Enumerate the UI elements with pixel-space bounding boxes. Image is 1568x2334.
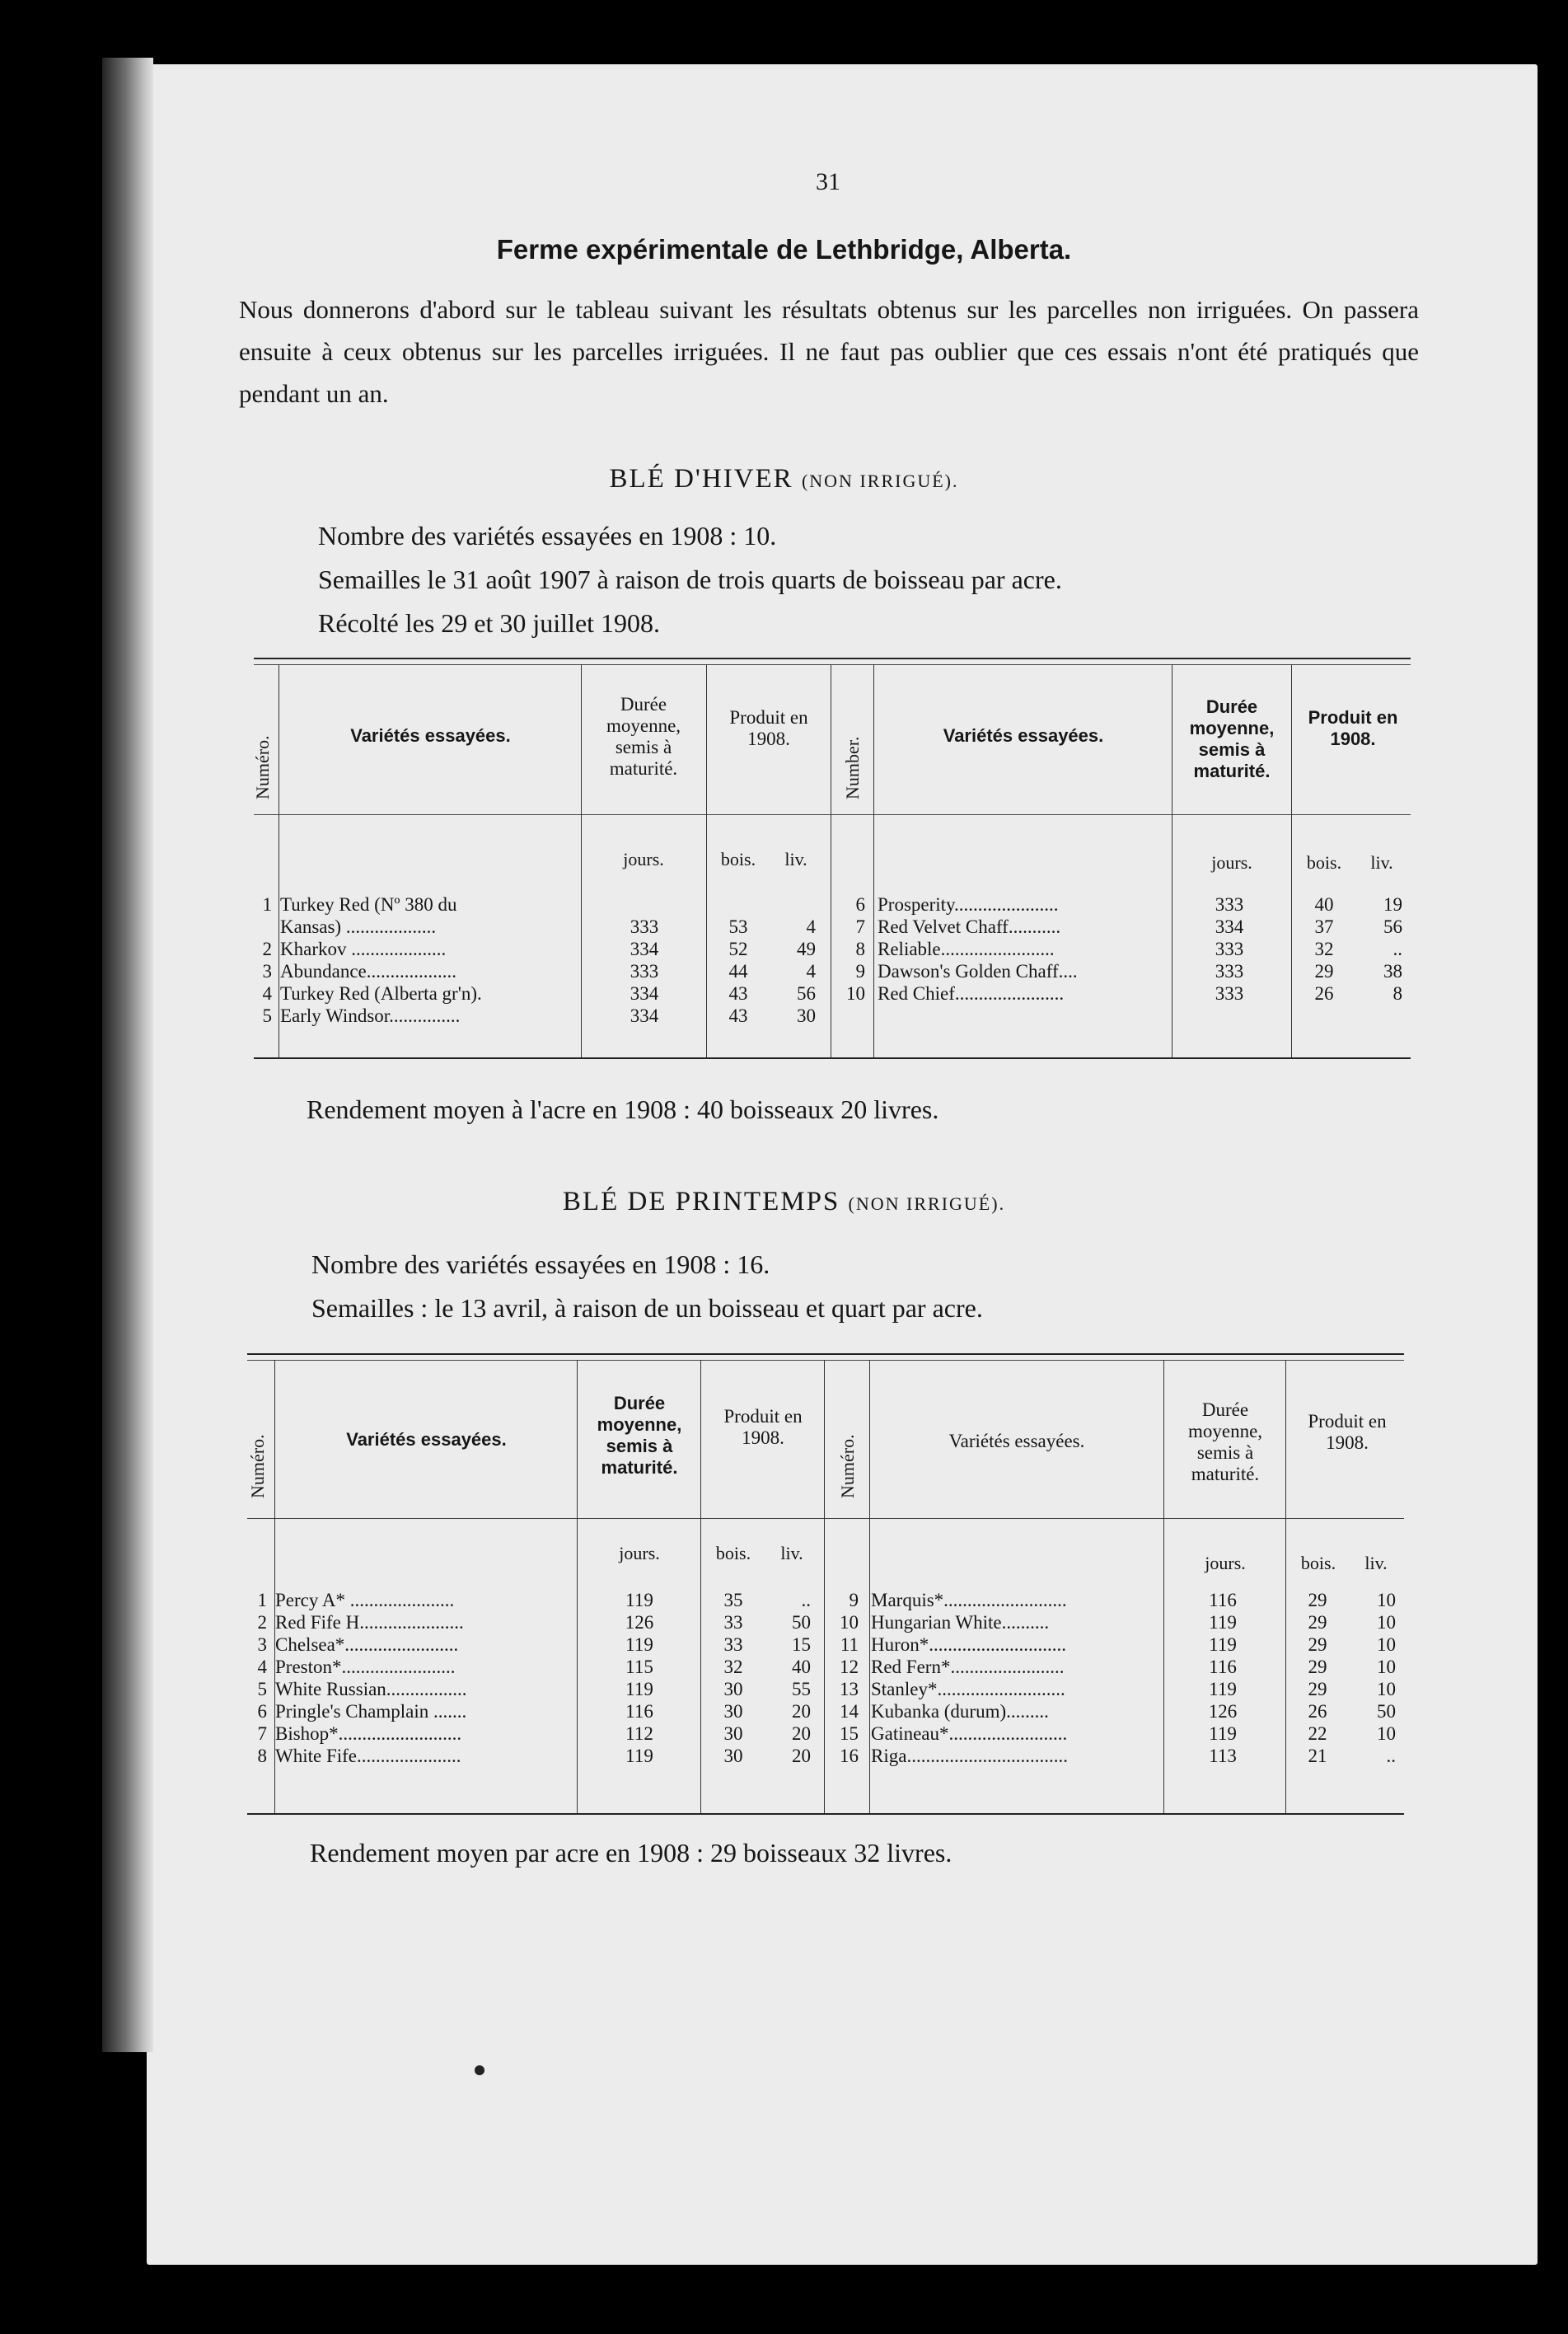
cell-name: Hungarian White.......... (871, 1612, 1050, 1633)
cell-liv: 38 (1383, 961, 1402, 982)
cell-bois: 29 (1308, 1590, 1327, 1610)
table-row (832, 916, 1417, 938)
cell-bois: 30 (723, 1679, 743, 1699)
table-row (826, 1722, 1411, 1745)
cell-name: Chelsea*........................ (275, 1634, 459, 1655)
page-number: 31 (816, 168, 840, 195)
cell-days: 334 (630, 1005, 659, 1026)
cell-n: 6 (257, 1701, 267, 1722)
cell-n: 7 (257, 1723, 267, 1744)
cell-days: 116 (1209, 1590, 1237, 1610)
cell-bois: 32 (1314, 939, 1334, 959)
table-rule (254, 1057, 1411, 1059)
table-row (242, 1722, 826, 1745)
cell-days: 119 (1209, 1723, 1237, 1744)
col-yield-left: Produit en 1908. (729, 707, 808, 749)
spring-rows-left (242, 1589, 826, 1767)
cell-name: Huron*............................. (871, 1634, 1067, 1655)
cell-days: 334 (630, 983, 659, 1004)
cell-bois: 21 (1308, 1746, 1327, 1766)
table-row (826, 1678, 1411, 1700)
unit-liv: liv. (1364, 1553, 1388, 1573)
col-duration-right: Durée moyenne, semis à maturité. (1189, 696, 1275, 781)
cell-name: Gatineau*......................... (871, 1723, 1068, 1744)
cell-liv: .. (801, 1590, 811, 1610)
table-row (826, 1589, 1411, 1611)
cell-n: 8 (855, 939, 865, 959)
spring-info-sowing: Semailles : le 13 avril, à raison de un boisseau et quart par acre. (311, 1293, 983, 1323)
table-row (832, 938, 1417, 960)
cell-n: 15 (840, 1723, 859, 1744)
cell-bois: 43 (728, 983, 748, 1004)
cell-liv: 10 (1377, 1723, 1396, 1744)
cell-days: 119 (1209, 1612, 1237, 1633)
cell-n: 8 (257, 1746, 267, 1766)
col-number-left: Numéro. (252, 735, 273, 799)
cell-days: 334 (1215, 916, 1244, 937)
cell-days: 126 (625, 1612, 654, 1633)
cell-days: 126 (1208, 1701, 1238, 1722)
cell-days: 334 (630, 939, 659, 959)
cell-name: Pringle's Champlain ....... (275, 1701, 467, 1722)
cell-liv: 56 (1383, 916, 1402, 937)
cell-liv: 10 (1377, 1634, 1396, 1655)
cell-name: Reliable........................ (878, 939, 1055, 959)
cell-days: 333 (1215, 939, 1244, 959)
cell-days: 333 (630, 916, 659, 937)
cell-n: 9 (849, 1590, 859, 1610)
winter-info-varieties: Nombre des variétés essayées en 1908 : 10. (318, 521, 777, 551)
col-yield-left: Produit en 1908. (723, 1406, 803, 1448)
cell-name: Early Windsor............... (280, 1005, 461, 1026)
col-number-left: Numéro. (247, 1434, 268, 1498)
unit-bois: bois. (715, 1543, 751, 1563)
cell-liv: 20 (792, 1746, 811, 1766)
cell-liv: 50 (1377, 1701, 1396, 1722)
winter-info-sowing: Semailles le 31 août 1907 à raison de trois quarts de boisseau par acre. (318, 565, 1062, 594)
winter-rows-right (832, 893, 1417, 1005)
cell-days: 115 (625, 1657, 653, 1677)
table-row (247, 1005, 832, 1027)
spring-footer: Rendement moyen par acre en 1908 : 29 boisseaux 32 livres. (310, 1838, 953, 1868)
intro-paragraph: Nous donnerons d'abord sur le tableau suivant les résultats obtenus sur les parcelles non irriguées. On passera ensuite à ceux obtenus sur les parcelles irriguées. Il ne faut pas oublier que ces essais n'ont été pratiqués que pendant un an. (239, 295, 1419, 408)
cell-n: 2 (257, 1612, 267, 1633)
table-rule (247, 1518, 1404, 1519)
cell-bois: 40 (1314, 894, 1334, 915)
table-row (242, 1700, 826, 1722)
cell-n: 2 (262, 939, 272, 959)
table-row (832, 982, 1417, 1005)
cell-bois: 30 (723, 1746, 743, 1766)
spring-info (311, 1243, 983, 1330)
unit-days: jours. (1211, 852, 1252, 873)
cell-days: 333 (1215, 961, 1244, 982)
cell-liv: .. (1386, 1746, 1396, 1766)
cell-liv: .. (1392, 939, 1402, 959)
cell-liv: 4 (806, 916, 816, 937)
cell-name: Dawson's Golden Chaff.... (878, 961, 1078, 982)
cell-days: 333 (1215, 983, 1244, 1004)
winter-info (318, 514, 1062, 645)
unit-days: jours. (1205, 1553, 1246, 1573)
unit-bois: bois. (1300, 1553, 1336, 1573)
cell-days: 116 (625, 1701, 653, 1722)
cell-bois: 33 (723, 1634, 743, 1655)
col-duration-left: Durée moyenne, semis à maturité. (597, 1393, 682, 1478)
cell-bois: 52 (728, 939, 748, 959)
unit-days: jours. (623, 849, 664, 869)
cell-bois: 26 (1314, 983, 1334, 1004)
cell-bois: 29 (1308, 1679, 1327, 1699)
table-row (826, 1656, 1411, 1678)
table-row (242, 1745, 826, 1767)
cell-bois: 26 (1308, 1701, 1327, 1722)
table-row (826, 1611, 1411, 1633)
table-row (247, 916, 832, 938)
cell-bois: 37 (1314, 916, 1334, 937)
table-row (826, 1633, 1411, 1656)
cell-name: Stanley*........................... (871, 1679, 1065, 1699)
unit-liv: liv. (784, 849, 807, 869)
col-variety-left: Variétés essayées. (350, 725, 511, 746)
page-title: Ferme expérimentale de Lethbridge, Alberta. (496, 234, 1072, 265)
cell-liv: 56 (797, 983, 816, 1004)
table-rule (254, 814, 1411, 815)
col-variety-left: Variétés essayées. (346, 1429, 507, 1450)
cell-n: 12 (840, 1657, 859, 1677)
cell-name: Kubanka (durum)......... (871, 1701, 1049, 1722)
cell-n: 5 (262, 1005, 272, 1026)
col-variety-right: Variétés essayées. (943, 725, 1104, 746)
cell-name: Preston*........................ (275, 1657, 456, 1677)
ink-speck (475, 2065, 484, 2075)
cell-days: 333 (630, 961, 659, 982)
cell-days: 112 (625, 1723, 653, 1744)
table-row (832, 893, 1417, 916)
cell-liv: 50 (792, 1612, 811, 1633)
cell-name: Kharkov .................... (280, 939, 447, 959)
cell-n: 7 (855, 916, 865, 937)
cell-bois: 29 (1308, 1612, 1327, 1633)
cell-name: Red Fern*........................ (871, 1657, 1065, 1677)
spring-heading: BLÉ DE PRINTEMPS (NON IRRIGUÉ). (562, 1187, 1006, 1216)
table-row (247, 938, 832, 960)
cell-liv: 10 (1377, 1590, 1396, 1610)
unit-liv: liv. (1370, 852, 1393, 873)
cell-liv: 20 (792, 1701, 811, 1722)
cell-bois: 29 (1308, 1657, 1327, 1677)
cell-name: Red Fife H...................... (275, 1612, 464, 1633)
col-duration-right: Durée moyenne, semis à maturité. (1187, 1399, 1263, 1484)
cell-n: 10 (846, 983, 865, 1004)
cell-name: Turkey Red (Nº 380 du (280, 894, 457, 915)
table-row (247, 982, 832, 1005)
cell-days: 113 (1209, 1746, 1237, 1766)
cell-name: Red Chief....................... (878, 983, 1065, 1004)
cell-n: 6 (855, 894, 865, 915)
table-row (832, 960, 1417, 982)
cell-name: Abundance................... (280, 961, 456, 982)
cell-name: Kansas) ................... (280, 916, 437, 937)
col-yield-right: Produit en 1908. (1308, 1411, 1387, 1453)
table-row (247, 960, 832, 982)
cell-liv: 8 (1392, 983, 1402, 1004)
cell-n: 1 (262, 894, 272, 915)
cell-n: 1 (257, 1590, 267, 1610)
winter-rows-left (247, 893, 832, 1027)
col-yield-right: Produit en 1908. (1308, 707, 1398, 749)
cell-bois: 30 (723, 1701, 743, 1722)
cell-bois: 53 (728, 916, 748, 937)
unit-bois: bois. (720, 849, 756, 869)
cell-name: Bishop*.......................... (275, 1723, 462, 1744)
table-rule (247, 1813, 1404, 1815)
cell-days: 119 (1209, 1679, 1237, 1699)
cell-liv: 19 (1383, 894, 1402, 915)
cell-liv: 20 (792, 1723, 811, 1744)
cell-bois: 30 (723, 1723, 743, 1744)
col-variety-right: Variétés essayées. (948, 1431, 1085, 1451)
col-number-right: Numéro. (837, 1434, 858, 1498)
unit-bois: bois. (1306, 852, 1342, 873)
table-row (242, 1633, 826, 1656)
table-rule (247, 1353, 1404, 1355)
cell-bois: 22 (1308, 1723, 1327, 1744)
cell-n: 11 (840, 1634, 859, 1655)
cell-liv: 10 (1377, 1679, 1396, 1699)
cell-n: 14 (840, 1701, 859, 1722)
cell-name: Marquis*.......................... (871, 1590, 1067, 1610)
cell-liv: 55 (792, 1679, 811, 1699)
cell-n: 5 (257, 1679, 267, 1699)
cell-n: 3 (257, 1634, 267, 1655)
cell-name: White Fife...................... (275, 1746, 461, 1766)
table-row (242, 1589, 826, 1611)
cell-liv: 4 (806, 961, 816, 982)
cell-n: 13 (840, 1679, 859, 1699)
cell-days: 119 (1209, 1634, 1237, 1655)
cell-bois: 44 (728, 961, 748, 982)
cell-days: 119 (625, 1746, 653, 1766)
book-spine (102, 58, 153, 2052)
cell-days: 119 (625, 1679, 653, 1699)
table-row (826, 1700, 1411, 1722)
unit-days: jours. (619, 1543, 660, 1563)
cell-n: 3 (262, 961, 272, 982)
col-duration-left: Durée moyenne, semis à maturité. (606, 694, 681, 779)
spring-rows-right (826, 1589, 1411, 1767)
cell-days: 119 (625, 1590, 653, 1610)
winter-info-harvest: Récolté les 29 et 30 juillet 1908. (318, 608, 661, 638)
table-row (242, 1656, 826, 1678)
cell-n: 4 (262, 983, 272, 1004)
cell-n: 16 (840, 1746, 859, 1766)
winter-footer: Rendement moyen à l'acre en 1908 : 40 boisseaux 20 livres. (307, 1094, 939, 1124)
cell-days: 119 (625, 1634, 653, 1655)
cell-n: 10 (840, 1612, 859, 1633)
cell-name: Prosperity...................... (878, 894, 1059, 915)
table-row (242, 1611, 826, 1633)
cell-name: Riga.................................. (871, 1746, 1068, 1766)
cell-liv: 10 (1377, 1612, 1396, 1633)
cell-days: 116 (1209, 1657, 1237, 1677)
cell-bois: 29 (1314, 961, 1334, 982)
cell-n: 9 (855, 961, 865, 982)
table-row (826, 1745, 1411, 1767)
cell-n: 4 (257, 1657, 267, 1677)
cell-liv: 15 (792, 1634, 811, 1655)
cell-liv: 40 (792, 1657, 811, 1677)
spring-info-varieties: Nombre des variétés essayées en 1908 : 16. (311, 1249, 770, 1279)
cell-liv: 10 (1377, 1657, 1396, 1677)
cell-name: Turkey Red (Alberta gr'n). (280, 983, 482, 1004)
cell-bois: 29 (1308, 1634, 1327, 1655)
table-row (242, 1678, 826, 1700)
col-number-right: Number. (842, 736, 863, 799)
cell-bois: 35 (723, 1590, 743, 1610)
cell-bois: 32 (723, 1657, 743, 1677)
table-rule (254, 658, 1411, 659)
cell-days: 333 (1215, 894, 1244, 915)
cell-liv: 49 (797, 939, 816, 959)
cell-name: Red Velvet Chaff........... (878, 916, 1061, 937)
cell-bois: 33 (723, 1612, 743, 1633)
winter-heading: BLÉ D'HIVER (NON IRRIGUÉ). (609, 464, 959, 494)
cell-liv: 30 (797, 1005, 816, 1026)
cell-name: White Russian................. (275, 1679, 467, 1699)
table-row (247, 893, 832, 916)
table-rule (247, 1360, 1404, 1361)
cell-bois: 43 (728, 1005, 748, 1026)
cell-name: Percy A* ...................... (275, 1590, 455, 1610)
unit-liv: liv. (780, 1543, 803, 1563)
table-rule (254, 664, 1411, 665)
